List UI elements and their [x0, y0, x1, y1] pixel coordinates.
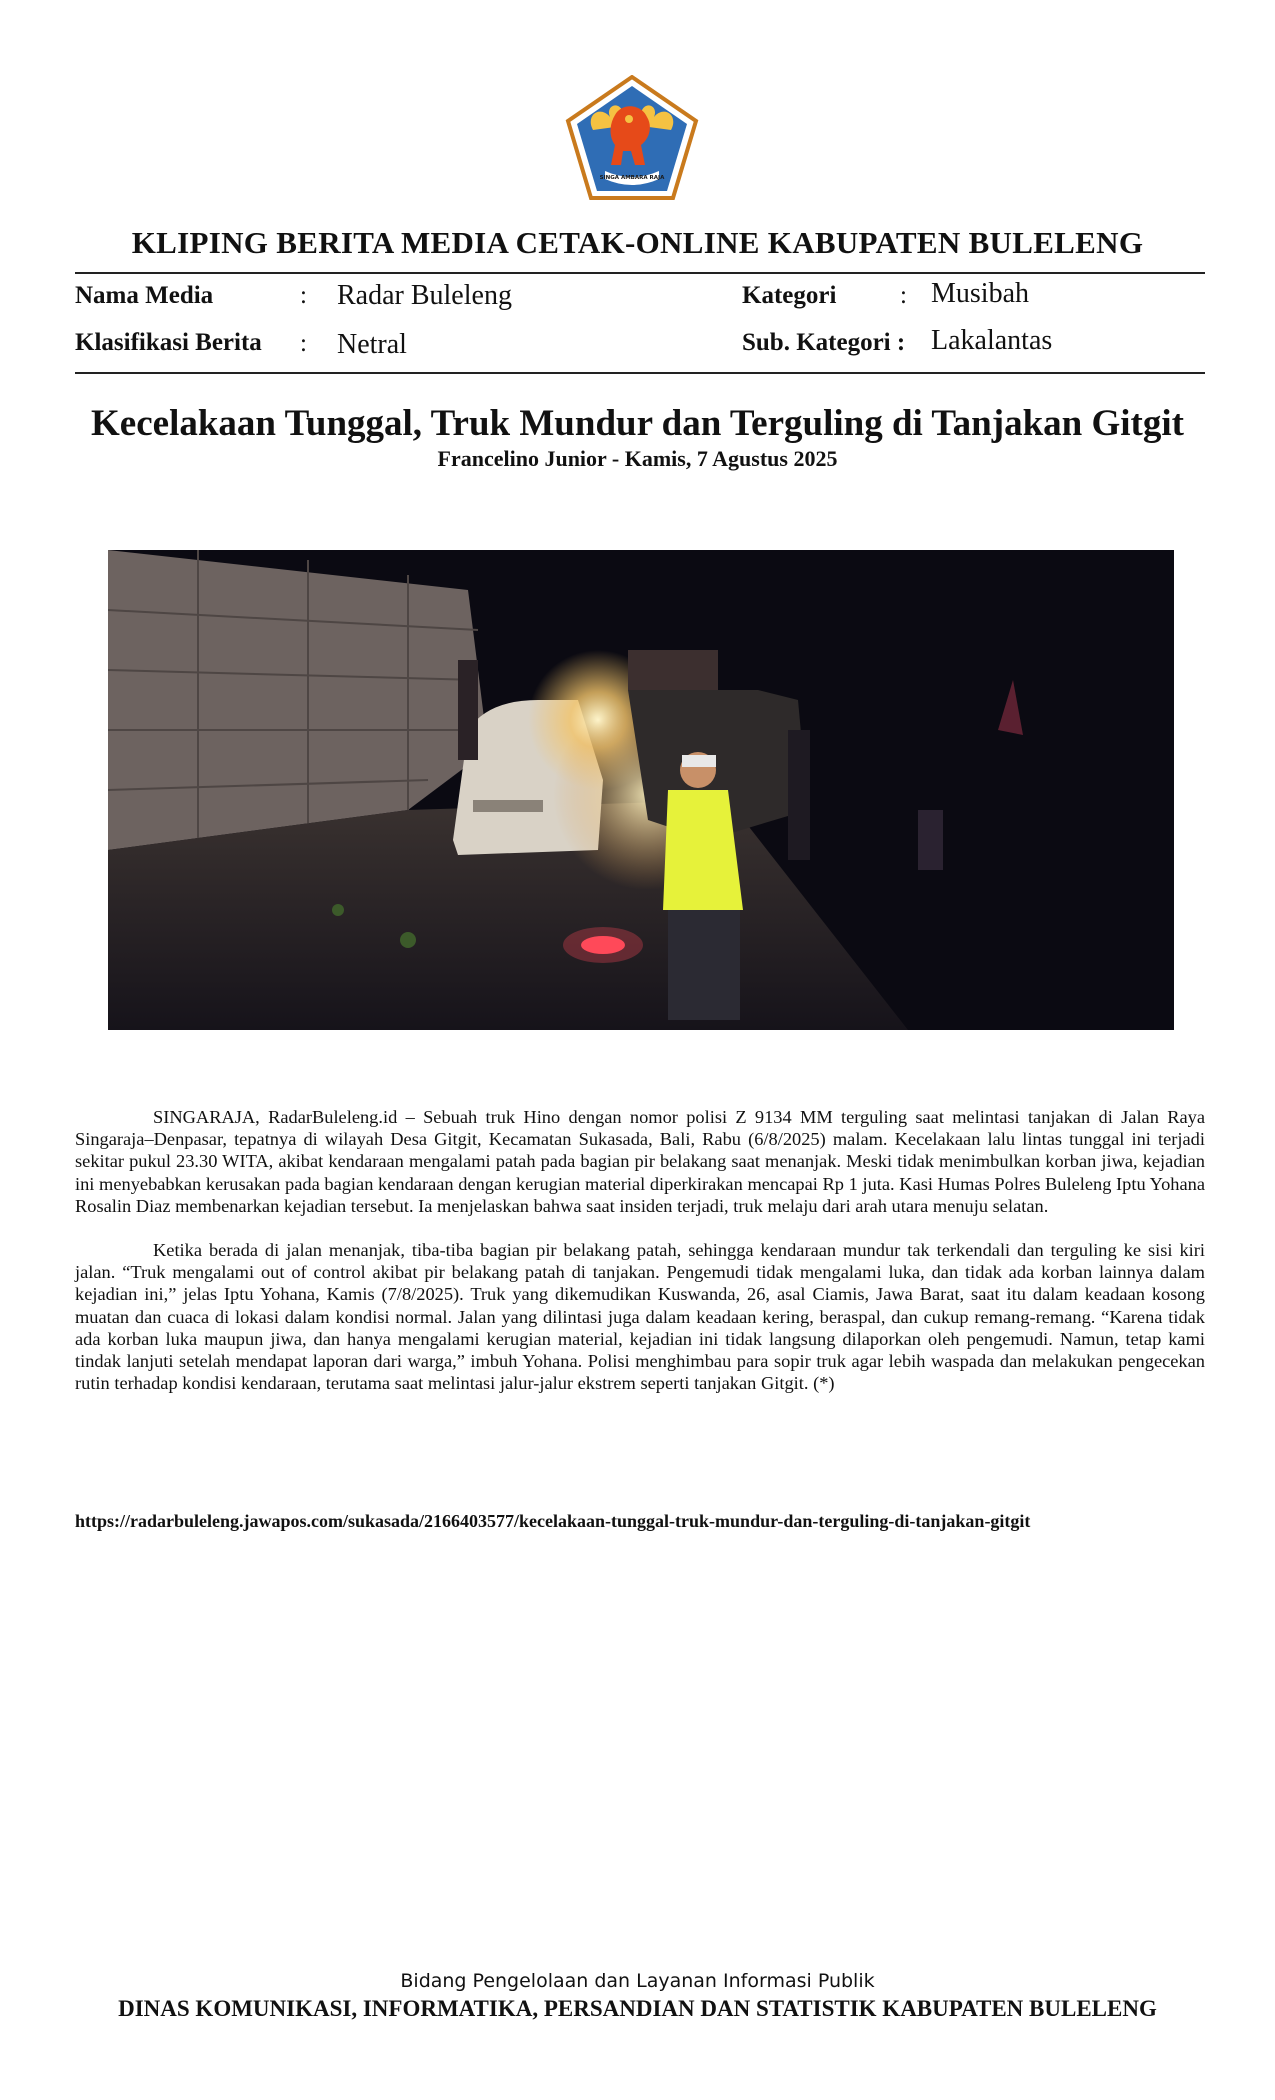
subcategory-label: Sub. Kategori :: [742, 329, 906, 356]
media-name-label: Nama Media: [75, 282, 214, 309]
classification-label: Klasifikasi Berita: [75, 329, 262, 356]
article-headline: Kecelakaan Tunggal, Truk Mundur dan Terguling di Tanjakan Gitgit: [91, 403, 1184, 444]
category-value: Musibah: [931, 278, 1029, 309]
footer-department: Bidang Pengelolaan dan Layanan Informasi Publik: [400, 1970, 875, 1992]
header-bottom-divider: [75, 372, 1205, 374]
media-name-colon: :: [300, 282, 307, 309]
clipping-title: KLIPING BERITA MEDIA CETAK-ONLINE KABUPATEN BULELENG: [131, 225, 1144, 260]
article-byline: Francelino Junior - Kamis, 7 Agustus 2025: [437, 446, 838, 471]
article-photo: [108, 550, 1174, 1030]
footer-agency: DINAS KOMUNIKASI, INFORMATIKA, PERSANDIAN DAN STATISTIK KABUPATEN BULELENG: [118, 1996, 1157, 2021]
article-body: [75, 1106, 1205, 1416]
buleleng-crest-logo: [565, 75, 699, 201]
classification-colon: :: [300, 330, 307, 357]
category-label: Kategori: [742, 282, 837, 309]
category-colon: :: [900, 282, 907, 309]
source-link[interactable]: https://radarbuleleng.jawapos.com/sukasada/2166403577/kecelakaan-tunggal-truk-mundur-dan-terguling-di-tanjakan-gitgit: [75, 1511, 1031, 1531]
svg-text:SINGA AMBARA RAJA: SINGA AMBARA RAJA: [599, 175, 665, 181]
article-paragraph: SINGARAJA, RadarBuleleng.id – Sebuah truk Hino dengan nomor polisi Z 9134 MM terguling saat melintasi tanjakan di Jalan Raya Singaraja–Denpasar, tepatnya di wilayah Desa Gitgit, Kecamatan Sukasada, Bali, Rabu (6/8/2025) malam. Kecelakaan lalu lintas tunggal ini terjadi sekitar pukul 23.30 WITA, akibat kendaraan mengalami patah pada bagian pir belakang saat menanjak. Meski tidak menimbulkan korban jiwa, kejadian ini menyebabkan kerusakan pada bagian kendaraan dengan kerugian material diperkirakan mencapai Rp 1 juta. Kasi Humas Polres Buleleng Iptu Yohana Rosalin Diaz membenarkan kejadian tersebut. Ia menjelaskan bahwa saat insiden terjadi, truk melaju dari arah utara menuju selatan.: [75, 1107, 1205, 1216]
header-top-divider: [75, 272, 1205, 274]
night-accident-scene-photo-icon: [108, 550, 1174, 1030]
subcategory-value: Lakalantas: [931, 325, 1053, 356]
article-paragraph: Ketika berada di jalan menanjak, tiba-tiba bagian pir belakang patah, sehingga kendaraan mundur tak terkendali dan terguling ke sisi kiri jalan. “Truk mengalami out of control akibat pir belakang patah di tanjakan. Pengemudi tidak mengalami luka, dan tidak ada korban lainnya dalam kejadian ini,” jelas Iptu Yohana, Kamis (7/8/2025). Truk yang dikemudikan Kuswanda, 26, asal Ciamis, Jawa Barat, saat itu dalam keadaan kosong muatan dan cuaca di lokasi dalam kondisi normal. Jalan yang dilintasi juga dalam keadaan kering, beraspal, dan cukup remang-remang. “Karena tidak ada korban luka maupun jiwa, dan hanya mengalami kerugian material, kejadian ini tidak langsung dilaporkan oleh pengemudi. Namun, tetap kami tindak lanjuti setelah mendapat laporan dari warga,” imbuh Yohana. Polisi menghimbau para sopir truk agar lebih waspada dan melakukan pengecekan rutin terhadap kondisi kendaraan, terutama saat melintasi jalur-jalur ekstrem seperti tanjakan Gitgit. (*): [75, 1240, 1205, 1394]
classification-value: Netral: [337, 329, 407, 360]
media-name-value: Radar Buleleng: [337, 280, 512, 311]
crest-icon: [565, 75, 699, 201]
